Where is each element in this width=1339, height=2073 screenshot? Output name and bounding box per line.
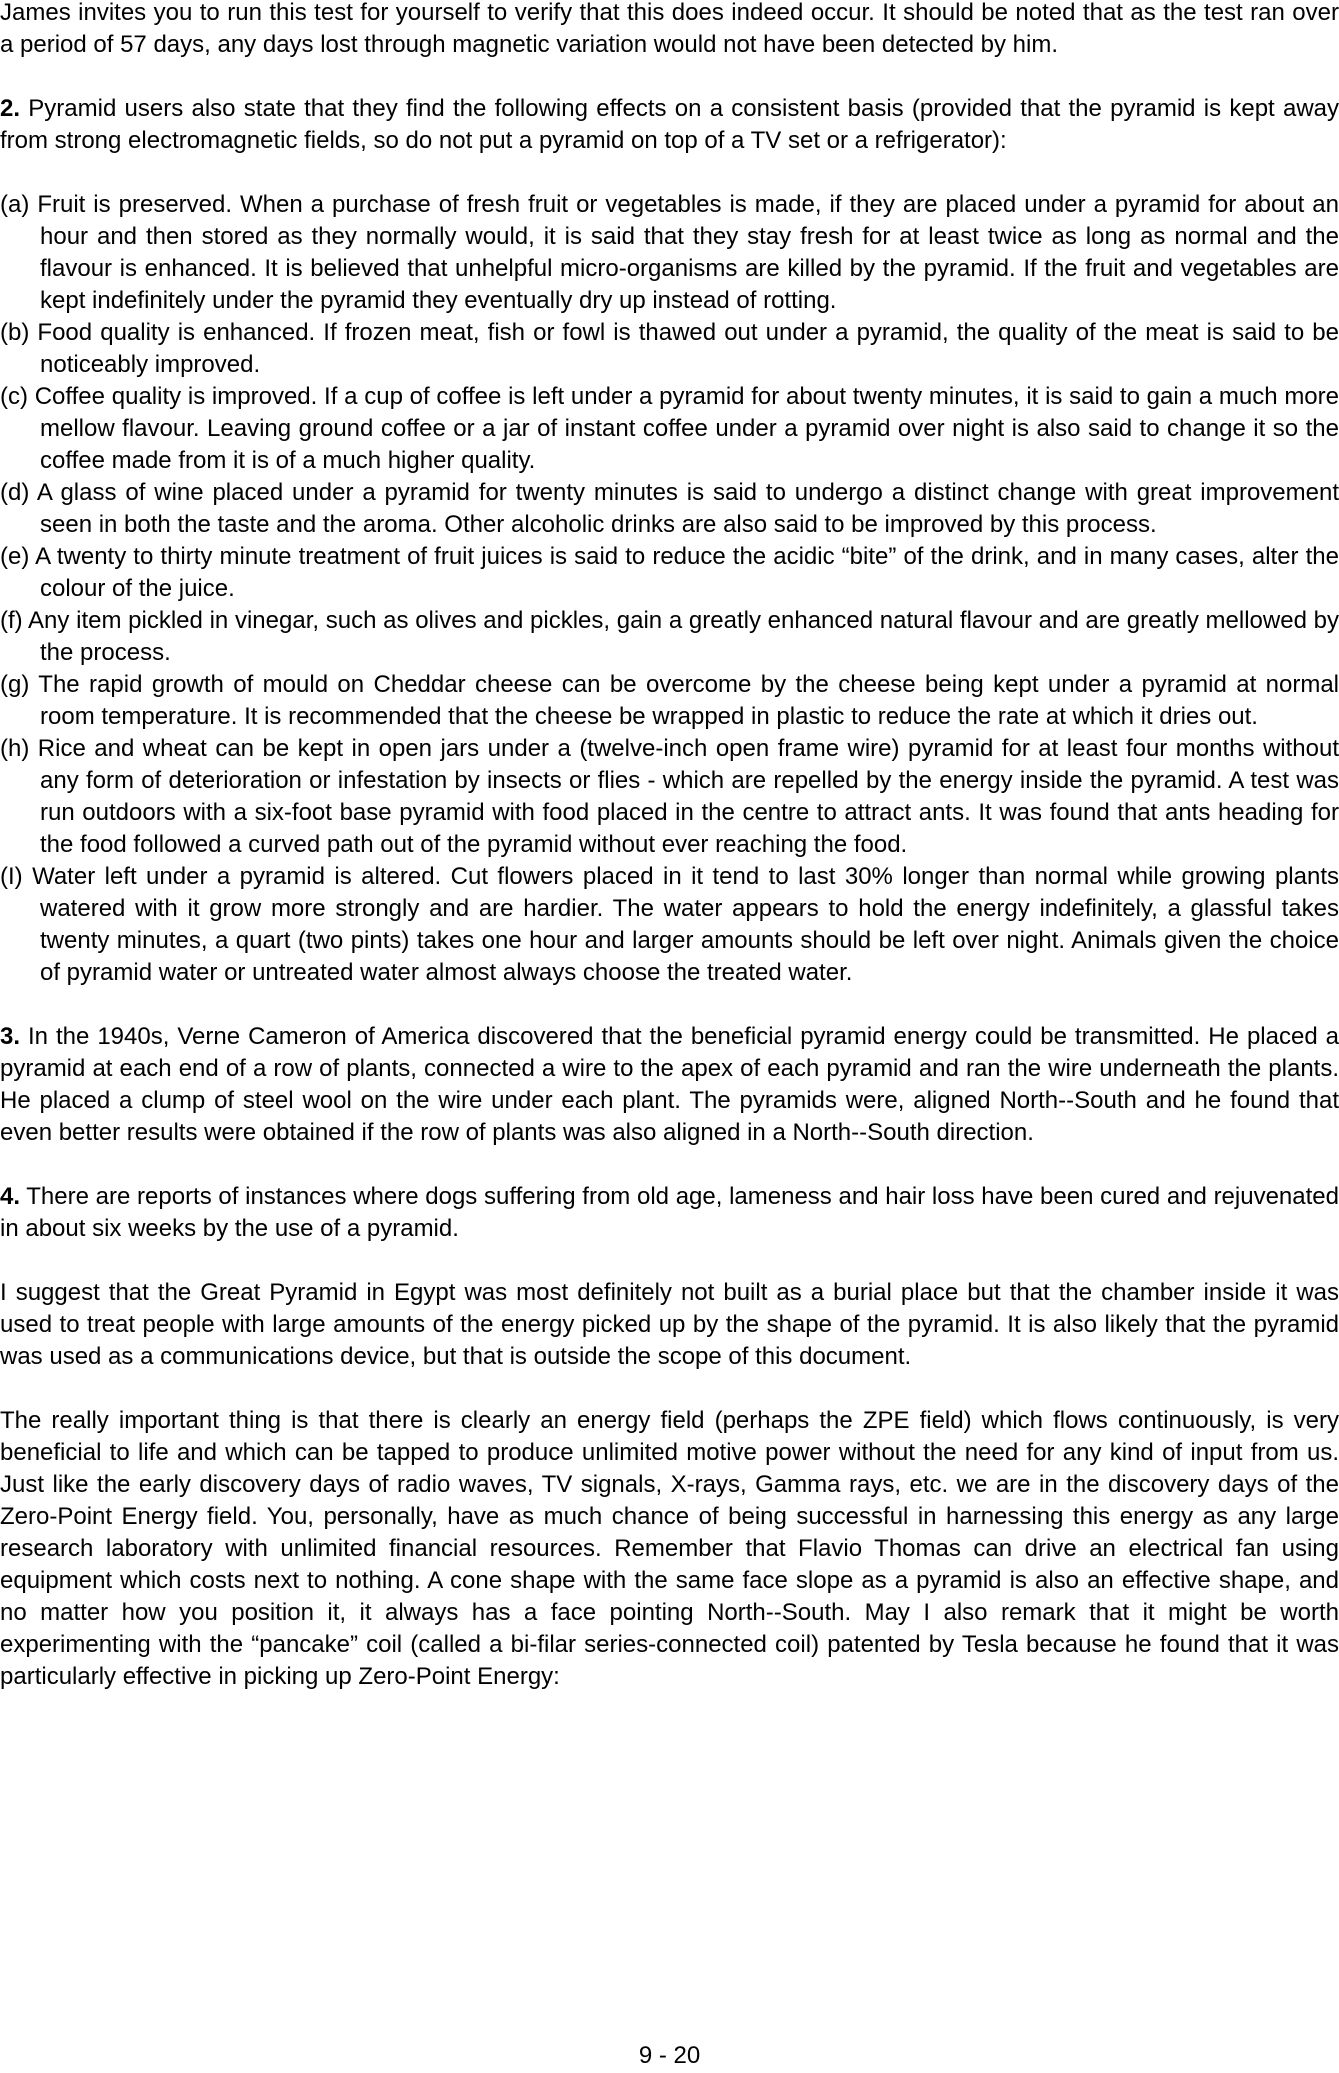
section-2-text: Pyramid users also state that they find the following effects on a consistent basis (provided that the pyramid is kept away from strong electromagnetic fields, so do not put a pyramid on top of a TV set or a refrigerator): xyxy=(0,95,1339,154)
section-4-text: There are reports of instances where dogs suffering from old age, lameness and hair loss have been cured and rejuvenated in about six weeks by the use of a pyramid. xyxy=(0,1183,1339,1242)
section-3-text: In the 1940s, Verne Cameron of America discovered that the beneficial pyramid energy could be transmitted. He placed a pyramid at each end of a row of plants, connected a wire to the apex of each pyramid and ran the wire underneath the plants. He placed a clump of steel wool on the wire under each plant. The pyramids were, aligned North--South and he found that even better results were obtained if the row of plants was also aligned in a North--South direction. xyxy=(0,1023,1339,1146)
list-item: (e) A twenty to thirty minute treatment of fruit juices is said to reduce the acidic “bite” of the drink, and in many cases, alter the colour of the juice. xyxy=(0,543,1339,602)
list-item: (h) Rice and wheat can be kept in open jars under a (twelve-inch open frame wire) pyramid for at least four months without any form of deterioration or infestation by insects or flies - which are repelled by the energy inside the pyramid. A test was run outdoors with a six-foot base pyramid with food placed in the centre to attract ants. It was found that ants heading for the food followed a curved path out of the pyramid without ever reaching the food. xyxy=(0,735,1339,858)
effects-list xyxy=(0,189,1339,989)
section-2-paragraph xyxy=(0,93,1339,157)
list-item: (f) Any item pickled in vinegar, such as olives and pickles, gain a greatly enhanced natural flavour and are greatly mellowed by the process. xyxy=(0,607,1339,666)
list-item: (d) A glass of wine placed under a pyramid for twenty minutes is said to undergo a distinct change with great improvement seen in both the taste and the aroma. Other alcoholic drinks are also said to be improved by this process. xyxy=(0,479,1339,538)
paragraph-gap xyxy=(0,1245,1339,1277)
intro-paragraph: James invites you to run this test for yourself to verify that this does indeed occur. It should be noted that as the test ran over a period of 57 days, any days lost through magnetic variation would not have been detected by him. xyxy=(0,0,1339,58)
list-item: (g) The rapid growth of mould on Cheddar cheese can be overcome by the cheese being kept under a pyramid at normal room temperature. It is recommended that the cheese be wrapped in plastic to reduce the rate at which it dries out. xyxy=(0,671,1339,730)
paragraph-gap xyxy=(0,61,1339,93)
paragraph-gap xyxy=(0,1149,1339,1181)
list-item: (b) Food quality is enhanced. If frozen meat, fish or fowl is thawed out under a pyramid, the quality of the meat is said to be noticeably improved. xyxy=(0,319,1339,378)
paragraph-gap xyxy=(0,157,1339,189)
list-item: (I) Water left under a pyramid is altered. Cut flowers placed in it tend to last 30% longer than normal while growing plants watered with it grow more strongly and are hardier. The water appears to hold the energy indefinitely, a glassful takes twenty minutes, a quart (two pints) takes one hour and larger amounts should be left over night. Animals given the choice of pyramid water or untreated water almost always choose the treated water. xyxy=(0,863,1339,986)
section-3-paragraph xyxy=(0,1021,1339,1149)
section-3-number: 3. xyxy=(0,1023,21,1050)
section-4-number: 4. xyxy=(0,1183,21,1210)
energy-field-paragraph: The really important thing is that there is clearly an energy field (perhaps the ZPE field) which flows continuously, is very beneficial to life and which can be tapped to produce unlimited motive power without the need for any kind of input from us. Just like the early discovery days of radio waves, TV signals, X-rays, Gamma rays, etc. we are in the discovery days of the Zero-Point Energy field. You, personally, have as much chance of being successful in harnessing this energy as any large research laboratory with unlimited financial resources. Remember that Flavio Thomas can drive an electrical fan using equipment which costs next to nothing. A cone shape with the same face slope as a pyramid is also an effective shape, and no matter how you position it, it always has a face pointing North--South. May I also remark that it might be worth experimenting with the “pancake” coil (called a bi-filar series-connected coil) patented by Tesla because he found that it was particularly effective in picking up Zero-Point Energy: xyxy=(0,1407,1339,1690)
list-item: (a) Fruit is preserved. When a purchase of fresh fruit or vegetables is made, if they are placed under a pyramid for about an hour and then stored as they normally would, it is said that they stay fresh for at least twice as long as normal and the flavour is enhanced. It is believed that unhelpful micro-organisms are killed by the pyramid. If the fruit and vegetables are kept indefinitely under the pyramid they eventually dry up instead of rotting. xyxy=(0,191,1339,314)
list-item: (c) Coffee quality is improved. If a cup of coffee is left under a pyramid for about twenty minutes, it is said to gain a much more mellow flavour. Leaving ground coffee or a jar of instant coffee under a pyramid over night is also said to change it so the coffee made from it is of a much higher quality. xyxy=(0,383,1339,474)
page-number: 9 - 20 xyxy=(638,2042,701,2069)
section-2-number: 2. xyxy=(0,95,21,122)
suggestion-paragraph: I suggest that the Great Pyramid in Egypt was most definitely not built as a burial place but that the chamber inside it was used to treat people with large amounts of the energy picked up by the shape of the pyramid. It is also likely that the pyramid was used as a communications device, but that is outside the scope of this document. xyxy=(0,1279,1339,1370)
paragraph-gap xyxy=(0,1373,1339,1405)
section-4-paragraph xyxy=(0,1181,1339,1245)
paragraph-gap xyxy=(0,989,1339,1021)
